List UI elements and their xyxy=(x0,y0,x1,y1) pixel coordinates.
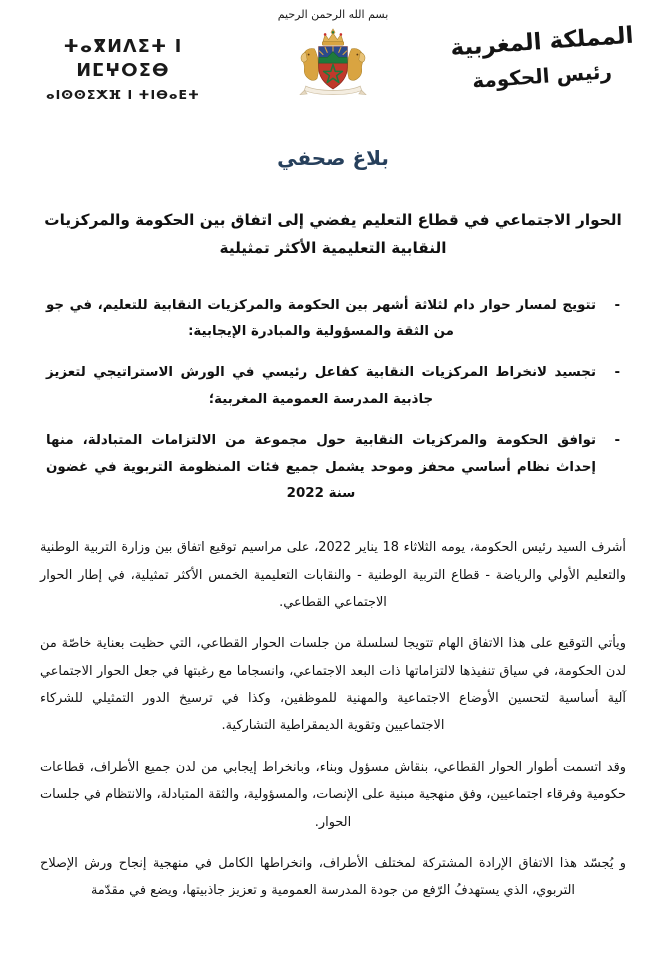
letterhead-center xyxy=(248,8,418,109)
paragraph: ويأتي التوقيع على هذا الاتفاق الهام تتويجا لسلسلة من جلسات الحوار القطاعي، التي حظيت بعناية خاصّة من لدن الحكومة، في سياق تنفيذها لالتزاماتها ذات البعد الاجتماعي، وانسجاما مع رغبتها في جعل الحوار الاجتماعي آلية أساسية لتحسين الأوضاع الاجتماعية والمهنية للموظفين، وكذا في ترسيخ الدور التمثيلي للشركاء الاجتماعيين وتقوية الديمقراطية التشاركية. xyxy=(40,636,626,734)
key-points-list xyxy=(46,293,620,509)
letterhead-arabic xyxy=(432,22,652,94)
headline: الحوار الاجتماعي في قطاع التعليم يفضي إلى اتفاق بين الحكومة والمركزيات النقابية التعليمية الأكثر تمثيلية xyxy=(44,211,622,258)
document-type-title: بلاغ صحفي xyxy=(277,146,389,170)
basmala-text: بسم الله الرحمن الرحيم xyxy=(277,8,389,21)
list-item xyxy=(46,360,620,414)
list-item-text: تتويج لمسار حوار دام لثلاثة أشهر بين الحكومة والمركزيات النقابية للتعليم، في جو من الثقة والمسؤولية والمبادرة الإيجابية: xyxy=(46,297,596,340)
letterhead-amazigh xyxy=(18,36,228,105)
list-item xyxy=(46,293,620,347)
paragraph: وقد اتسمت أطوار الحوار القطاعي، بنقاش مسؤول وبناء، وبانخراط إيجابي من لدن جميع الأطراف، قطاعات حكومية وفرقاء اجتماعيين، وفق منهجية مبنية على الإنصات، والمسؤولية، والثقة المتبادلة، والانتظام في جلسات الحوار. xyxy=(40,759,626,830)
bullet-dash-marker: - xyxy=(614,365,620,381)
list-item-text: توافق الحكومة والمركزيات النقابية حول مجموعة من الالتزامات المتبادلة، منها إحداث نظام أساسي محفز وموحد يشمل جميع فئات المنظومة التربوية في غضون سنة 2022 xyxy=(46,432,596,502)
list-item-text: تجسيد لانخراط المركزيات النقابية كفاعل رئيسي في الورش الاستراتيجي لتعزيز جاذبية المدرسة العمومية المغربية؛ xyxy=(46,365,596,408)
bullet-dash-marker: - xyxy=(614,297,620,313)
moroccan-coat-of-arms-icon xyxy=(290,23,376,109)
list-item xyxy=(46,428,620,508)
amazigh-kingdom-line: ⵜⴰⴳⵍⴷⵉⵜ ⵏ ⵍⵎⵖⵔⵉⴱ xyxy=(63,37,183,81)
bullet-dash-marker: - xyxy=(614,432,620,448)
body-text xyxy=(40,534,626,904)
arabic-head-of-government-line: رئيس الحكومة xyxy=(471,59,613,94)
amazigh-head-of-government-line: ⴰⵏⵙⵙⵉⵅⴼ ⵏ ⵜⵏⴱⴰⴹⵜ xyxy=(45,87,200,103)
letterhead xyxy=(0,0,666,128)
arabic-kingdom-line: المملكة المغربية xyxy=(449,22,635,62)
paragraph: أشرف السيد رئيس الحكومة، يومه الثلاثاء 18 يناير 2022، على مراسيم توقيع اتفاق بين وزارة التربية الوطنية والتعليم الأولي والرياضة - قطاع التربية الوطنية - والنقابات التعليمية الخمس الأكثر تمثيلية، في إطار الحوار الاجتماعي القطاعي. xyxy=(40,540,626,610)
paragraph: و يُجسّد هذا الاتفاق الإرادة المشتركة لمختلف الأطراف، وانخراطها الكامل في منهجية إنجاح ورش الإصلاح التربوي، الذي يستهدفُ الرّفع من جودة المدرسة العمومية و تعزيز جاذبيتها، ويضع في مقدّمة xyxy=(40,855,626,899)
